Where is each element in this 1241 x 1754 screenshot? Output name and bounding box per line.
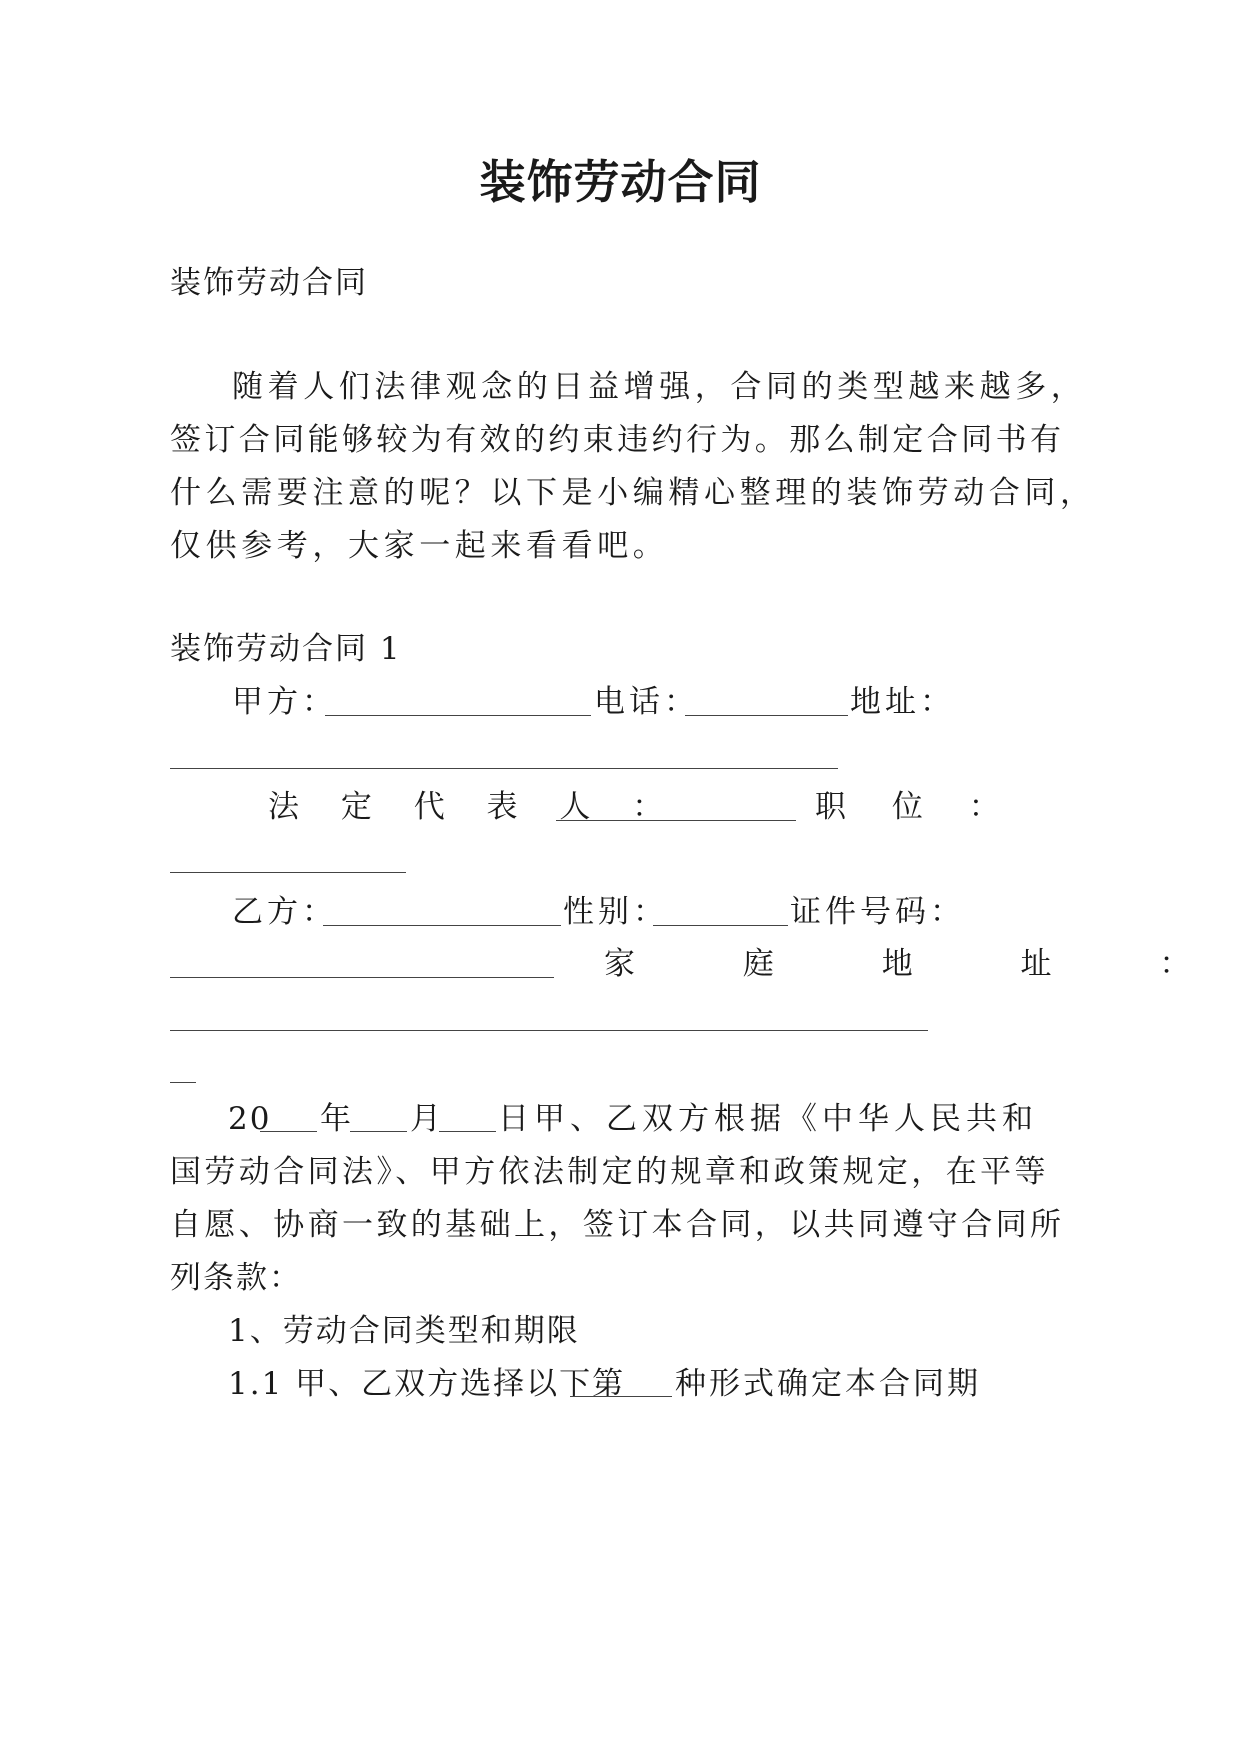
position-blank — [170, 872, 406, 873]
party-a-phone-blank — [685, 715, 848, 716]
month-blank — [350, 1131, 407, 1132]
legal-rep-blank — [556, 820, 796, 821]
intro-line-3: 什么需要注意的呢？以下是小编精心整理的装饰劳动合同， — [170, 475, 1096, 511]
legal-rep-label: 法 定 代 表 人 ： — [268, 789, 680, 825]
date-clause-tail: 日甲、乙双方根据《中华人民共和 — [498, 1101, 1038, 1137]
clause-1-1-prefix: 1.1 甲、乙双方选择以下第 — [228, 1366, 626, 1402]
party-a-address-label: 地址： — [850, 684, 955, 720]
gender-blank — [653, 925, 788, 926]
intro-line-4: 仅供参考，大家一起来看看吧。 — [170, 528, 669, 564]
date-month-label: 月 — [410, 1101, 443, 1137]
date-clause-line-3: 自愿、协商一致的基础上，签订本合同，以共同遵守合同所 — [170, 1207, 1065, 1243]
home-address-label: 家 庭 地 址 ： — [604, 946, 1240, 982]
party-b-label: 乙方： — [232, 894, 337, 930]
section-heading: 装饰劳动合同 1 — [170, 631, 402, 667]
document-subtitle: 装饰劳动合同 — [170, 265, 368, 301]
clause-1-title: 1、劳动合同类型和期限 — [228, 1313, 580, 1349]
position-label: 职 位 ： — [815, 789, 1018, 825]
date-year-prefix: 20 — [228, 1101, 272, 1137]
date-year-label: 年 — [320, 1101, 353, 1137]
document-title: 装饰劳动合同 — [479, 155, 762, 209]
intro-line-2: 签订合同能够较为有效的约束违约行为。那么制定合同书有 — [170, 422, 1065, 458]
id-number-label: 证件号码： — [790, 894, 965, 930]
year-blank — [260, 1131, 317, 1132]
id-number-blank — [170, 977, 554, 978]
date-clause-line-4: 列条款： — [170, 1260, 302, 1296]
party-a-address-blank — [170, 768, 838, 769]
intro-line-1: 随着人们法律观念的日益增强，合同的类型越来越多， — [232, 369, 1087, 405]
home-address-blank-cont — [170, 1082, 196, 1083]
gender-label: 性别： — [563, 894, 668, 930]
clause-1-1-blank — [570, 1396, 672, 1397]
home-address-blank — [170, 1030, 928, 1031]
party-a-name-blank — [325, 715, 591, 716]
day-blank — [439, 1131, 496, 1132]
party-b-name-blank — [323, 925, 561, 926]
clause-1-1-suffix: 种形式确定本合同期 — [675, 1366, 981, 1402]
party-a-phone-label: 电话： — [594, 684, 699, 720]
party-a-label: 甲方： — [232, 684, 337, 720]
date-clause-line-2: 国劳动合同法》、甲方依法制定的规章和政策规定，在平等 — [170, 1154, 1049, 1190]
